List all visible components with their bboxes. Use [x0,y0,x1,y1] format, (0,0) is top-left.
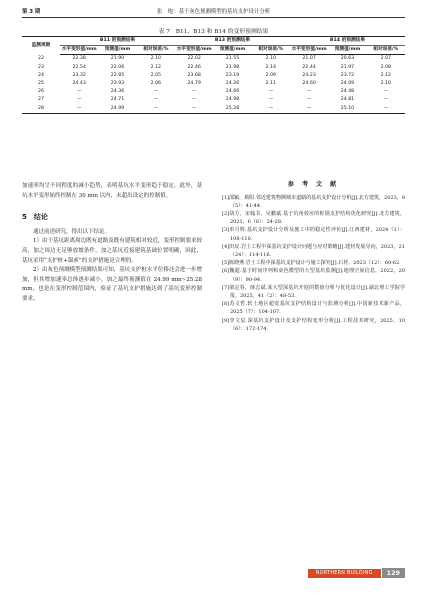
value-cell: 22.54 [72,64,86,70]
subheader-measured: 水平变形值/mm [60,46,98,55]
subheader-error: 相对误差/% [252,46,290,55]
value-cell: 25.10 [328,105,366,114]
day-cell: 27 [38,97,44,103]
reference-item: [7]梁定春，薛志斌.某大型深基坑开挖的数值分析与优化设计[J].湖北理工学院学报，2025，41（2）：48-53. [222,284,405,300]
value-cell: — [191,89,197,95]
table-body [22,55,405,113]
value-cell: — [137,105,175,114]
prediction-table [22,36,405,114]
day-cell: 22 [38,56,44,62]
value-cell: — [175,105,213,114]
value-cell: 21.55 [225,56,240,62]
value-cell: 21.98 [225,64,240,70]
table-row [22,80,405,88]
value-cell: — [383,89,389,95]
value-cell: — [76,89,82,95]
journal-name: NORTHERN BUILDING [308,569,381,578]
value-cell: 25.28 [213,105,251,114]
value-cell: 2.05 [150,72,162,78]
value-cell: 2.14 [265,64,277,70]
issue-number: 第 3 期 [22,9,41,15]
value-cell: 22.06 [110,64,125,70]
subheader-measured: 水平变形值/mm [175,46,213,55]
value-cell: 24.71 [110,97,125,103]
value-cell: 24.99 [98,105,136,114]
value-cell: 2.10 [380,81,392,87]
paragraph-continued: 加速率均呈不同程度的减小趋势，表明基坑水平变形趋于稳定。此外，基坑水平变形始终控制在 30 mm 以内，未超出设定的控制值。 [22,183,202,199]
value-cell: 23.93 [110,81,125,87]
value-cell: — [60,105,98,114]
value-cell: 2.07 [380,56,392,62]
value-cell: 22.44 [302,64,316,70]
table-row [22,88,405,96]
subheader-error: 相对误差/% [137,46,175,55]
page-footer [308,568,405,578]
value-cell: — [153,97,159,103]
reference-item: [1]邵颖，蔡阳.邻近建筑物侧城市道路的基坑支护设计分析[J].北方建筑，2023，8（5）：41-44. [222,194,405,209]
reference-item: [6]魏超.基于时间序列和灰色模型的大型基坑监测[J].地理空间信息，2022，20（9）：90-94. [222,268,405,283]
value-cell: 21.97 [340,64,355,70]
subheader-predicted: 预测值/mm [328,46,366,55]
table-row [22,55,405,64]
running-title: 张 炮：基于灰色预测模型的基坑支护设计分析 [156,9,271,15]
value-cell: 24.43 [72,81,86,87]
reference-item: [9]李文辰.深基坑支护设计及支护结构变形分析[J].工程技术研究，2025，10（6）：172-174. [222,317,405,332]
value-cell: 20.63 [340,56,355,62]
value-cell: — [306,89,312,95]
value-cell: 2.10 [265,56,277,62]
table-row [22,96,405,104]
value-cell: 2.09 [265,72,277,78]
subheader-measured: 水平变形值/mm [290,46,328,55]
value-cell: — [306,97,312,103]
table-caption: 表 7 B11、B13 和 B14 的变形预测结果 [158,29,269,35]
day-cell: 28 [22,105,60,114]
day-header: 监测周期 [22,37,60,55]
value-cell: 23.68 [187,72,201,78]
value-cell: 2.11 [265,81,277,87]
value-cell: 24.98 [225,97,240,103]
subheader-predicted: 预测值/mm [213,46,251,55]
reference-item: [4]田辰.岩土工程中深基坑支护设计问题与应对策略[J].建材发展导向，2023，21（24）：114-116. [222,243,405,259]
table-row [22,64,405,72]
group-header-b14: B14 的预测结果 [290,37,405,46]
page-number: 129 [382,568,405,578]
day-cell: 25 [38,81,44,87]
reference-item: [3]单月辉.基坑支护设计分析及施工中的稳定性评价[J].江西建材，2024（1）：108-110. [222,227,405,242]
conclusion-2: 2）由灰色预测模型预测结果可知，基坑支护桩水平位移还会进一步增加，但其增加速率总体逐步减小，加之最终预测值在 24.99 mm~25.28 mm，也是在变形控制范围内，验证了基坑支护措施达到了基坑变形控制要求。 [22,267,202,302]
value-cell: — [252,105,290,114]
subheader-predicted: 预测值/mm [98,46,136,55]
references-section [222,180,405,333]
value-cell: 24.09 [340,81,355,87]
value-cell: 24.48 [340,89,355,95]
value-cell: 23.32 [72,72,86,78]
value-cell: 24.66 [225,89,240,95]
value-cell: 24.23 [302,72,316,78]
value-cell: 22.46 [187,64,201,70]
value-cell: — [367,105,405,114]
value-cell: 2.08 [380,64,392,70]
value-cell: 24.36 [110,89,125,95]
value-cell: — [191,97,197,103]
value-cell: 24.26 [225,81,240,87]
subheader-error: 相对误差/% [367,46,405,55]
section-heading: 5 结论 [22,213,48,222]
value-cell: — [153,89,159,95]
reference-item: [5]陈晓燕.岩土工程中深基坑支护设计与施工探究[J].石材，2023（12）：60-62. [222,260,401,267]
group-header-b11: B11 的预测结果 [60,37,175,46]
value-cell: 23.19 [225,72,240,78]
conclusion-intro: 通过前述研究，得出以下结论。 [33,228,111,235]
value-cell: 2.12 [150,64,162,70]
conclusion-1: 1）由于基坑距离周边既有道路及既有建筑相对较近，变形控制要求较高，加之周边无足够放坡条件，加之基坑近接建筑基础位置明确，因此，基坑采用“支护桩+锚索”的支护措施是合理的。 [22,238,202,264]
day-cell: 26 [38,89,44,95]
value-cell: — [268,89,274,95]
day-cell: 24 [38,72,44,78]
value-cell: 24.60 [302,81,316,87]
value-cell: 2.12 [380,72,392,78]
group-header-b13: B13 的预测结果 [175,37,290,46]
reference-item: [8]苏文哲.软土地区超宽基坑支护结构设计与监测分析[J].中国新技术新产品，2025（7）：104-107. [222,301,405,316]
left-column [22,182,202,305]
value-cell: 21.07 [302,56,316,62]
value-cell: 21.90 [110,56,125,62]
value-cell: 2.10 [150,56,162,62]
reference-list [222,194,405,333]
value-cell: 24.79 [187,81,201,87]
value-cell: 23.72 [340,72,355,78]
value-cell: 24.81 [340,97,355,103]
value-cell: 22.85 [110,72,125,78]
value-cell: 22.38 [72,56,86,62]
table-row [22,72,405,80]
header-rule [22,17,405,18]
day-cell: 23 [38,64,44,70]
references-title: 参 考 文 献 [287,181,340,188]
value-cell: — [383,97,389,103]
table-row [22,105,405,114]
value-cell: 2.06 [150,81,162,87]
value-cell: — [76,97,82,103]
value-cell: — [268,97,274,103]
value-cell: 22.02 [187,56,201,62]
value-cell: — [290,105,328,114]
reference-item: [2]胡方，宋翰书，吴鹏斌.基于坑角效应的桩锚支护结构优化研究[J].北方建筑，2021，6（6）：24-28. [222,211,405,226]
